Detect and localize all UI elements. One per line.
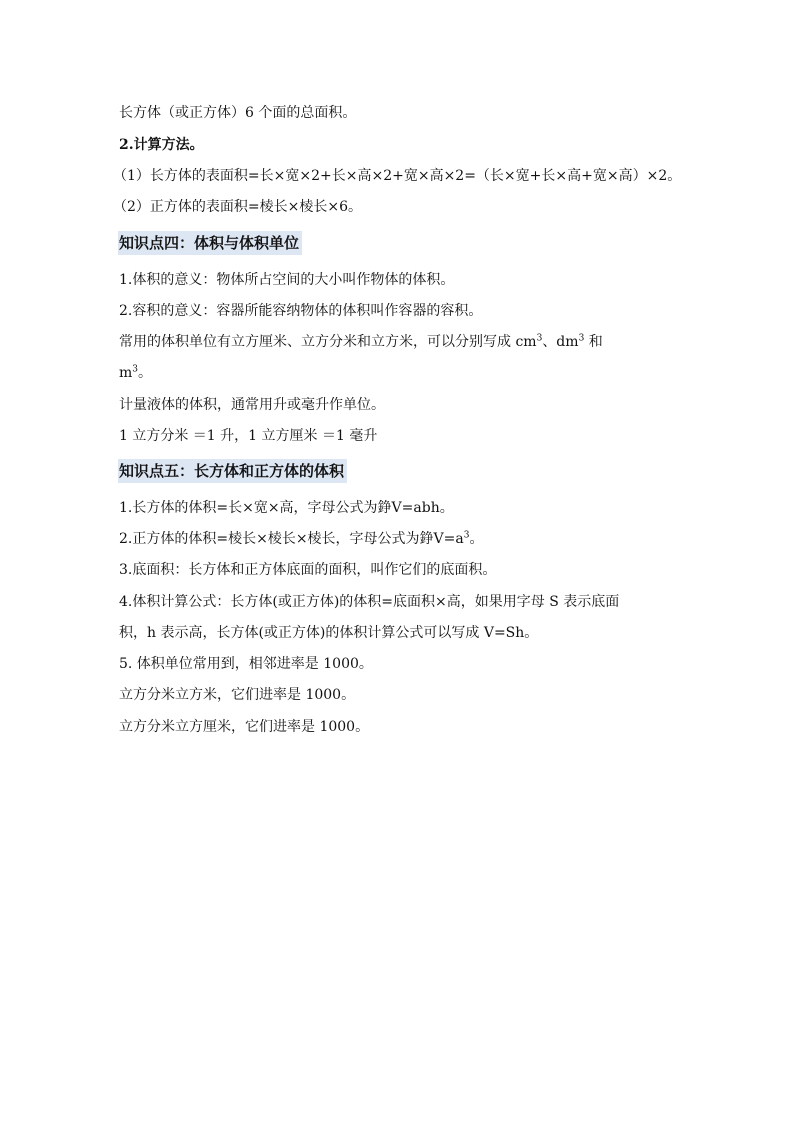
cube-volume-formula-line [119, 530, 483, 548]
volume-meaning: 1.体积的意义：物体所占空间的大小叫作物体的体积。 [119, 272, 455, 288]
volume-formula-line-2: 积，h 表示高，长方体(或正方体)的体积计算公式可以写成 V=Sh。 [119, 625, 539, 641]
surface-area-definition: 长方体（或正方体）6 个面的总面积。 [119, 105, 357, 121]
unit-conversion: 1 立方分米 ＝1 升，1 立方厘米 ＝1 毫升 [119, 428, 378, 444]
m-unit-end: 。 [138, 365, 153, 381]
m-exponent: 3 [132, 364, 139, 375]
volume-units-dm: 、dm [542, 334, 579, 350]
dm-exponent: 3 [578, 333, 585, 344]
cube-surface-formula: （2）正方体的表面积=棱长×棱长×6。 [113, 199, 363, 215]
cube-volume-end: 。 [469, 531, 484, 547]
volume-formula-line-1: 4.体积计算公式：长方体(或正方体)的体积=底面积×高，如果用字母 S 表示底面 [119, 594, 620, 610]
unit-rate-intro: 5. 体积单位常用到，相邻进率是 1000。 [119, 656, 373, 672]
m-unit: m [119, 365, 133, 381]
calculation-method-title: 2.计算方法。 [119, 137, 204, 153]
cube-volume-formula: 2.正方体的体积=棱长×棱长×棱长，字母公式为錚V=a [119, 531, 464, 547]
cm-exponent: 3 [536, 333, 543, 344]
volume-units-m-line [119, 364, 152, 382]
base-area-definition: 3.底面积：长方体和正方体底面的面积，叫作它们的底面积。 [119, 562, 497, 578]
cuboid-volume-formula: 1.长方体的体积=长×宽×高，字母公式为錚V=abh。 [119, 500, 454, 516]
a-exponent: 3 [463, 530, 470, 541]
volume-units-text: 常用的体积单位有立方厘米、立方分米和立方米，可以分别写成 cm [119, 334, 537, 350]
unit-rate-dm-m: 立方分米立方米，它们进率是 1000。 [119, 687, 356, 703]
volume-units-and: 和 [584, 334, 603, 350]
liquid-volume-units: 计量液体的体积，通常用升或毫升作单位。 [119, 397, 385, 413]
volume-units-line [119, 333, 603, 351]
capacity-meaning: 2.容积的意义：容器所能容纳物体的体积叫作容器的容积。 [119, 303, 483, 319]
unit-rate-dm-cm: 立方分米立方厘米，它们进率是 1000。 [119, 719, 370, 735]
cuboid-surface-formula: （1）长方体的表面积=长×宽×2+长×高×2+宽×高×2=（长×宽+长×高+宽×高）×2。 [113, 168, 682, 184]
section-heading-4: 知识点四：体积与体积单位 [118, 231, 302, 255]
section-heading-5: 知识点五：长方体和正方体的体积 [118, 459, 347, 483]
